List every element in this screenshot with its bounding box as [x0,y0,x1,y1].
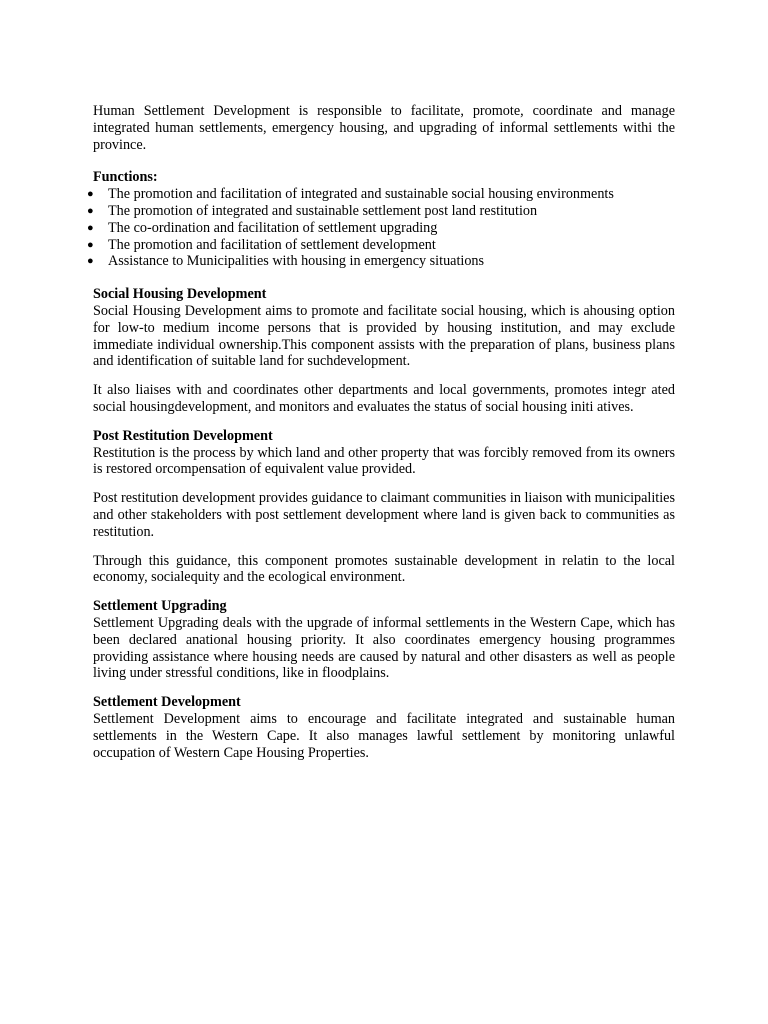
functions-list [87,186,675,270]
intro-paragraph: Human Settlement Development is responsible to facilitate, promote, coordinate and manage integrated human settlements, emergency housing, and upgrading of informal settlements withi the province. [93,103,675,153]
list-item: ● The promotion and facilitation of settlement development [87,236,436,253]
bullet-icon: ● [87,255,94,268]
section-paragraph: It also liaises with and coordinates other departments and local governments, promotes integr ated social housingdevelopment, and monitors and evaluates the status of social housing initi atives. [93,382,675,415]
bullet-icon: ● [87,188,94,201]
list-item: ● Assistance to Municipalities with housing in emergency situations [87,253,485,270]
bullet-icon: ● [87,238,94,251]
bullet-icon: ● [87,221,94,234]
section-heading: Settlement Upgrading [93,598,227,615]
section-heading: Post Restitution Development [93,427,273,444]
list-item: ● The co-ordination and facilitation of settlement upgrading [87,219,438,236]
bullet-icon: ● [87,204,94,217]
document-page [87,103,675,761]
section-paragraph: Post restitution development provides guidance to claimant communities in liaison with municipalities and other stakeholders with post settlement development where land is given back to communities as restitution. [93,490,675,540]
section-paragraph: Restitution is the process by which land and other property that was forcibly removed from its owners is restored orcompensation of equivalent value provided. [93,444,675,478]
section-heading: Settlement Development [93,694,241,711]
list-item: ● The promotion and facilitation of integrated and sustainable social housing environments [87,186,614,203]
functions-section [87,169,675,270]
settlement-upgrading-section [93,598,675,682]
section-paragraph: Settlement Development aims to encourage and facilitate integrated and sustainable human settlements in the Western Cape. It also manages lawful settlement by monitoring unlawful occupation of Western Cape Housing Properties. [93,710,675,761]
section-paragraph: Settlement Upgrading deals with the upgrade of informal settlements in the Western Cape, which has been declared anational housing priority. It also coordinates emergency housing programmes providing assistance where housing needs are caused by natural and other disasters as well as people living under stressful conditions, like in floodplains. [93,614,675,682]
social-housing-section [93,286,675,416]
section-paragraph: Social Housing Development aims to promote and facilitate social housing, which is ahousing option for low-to medium income persons that is provided by housing institution, and may exclude immediate individual ownership.This component assists with the preparation of plans, business plans and identification of suitable land for suchdevelopment. [93,302,675,370]
section-paragraph: Through this guidance, this component promotes sustainable development in relatin to the local economy, socialequity and the ecological environment. [93,552,675,586]
section-heading: Social Housing Development [93,286,267,303]
list-item: ● The promotion of integrated and sustainable settlement post land restitution [87,202,538,219]
settlement-development-section [93,694,675,761]
post-restitution-section [93,428,675,586]
functions-heading: Functions: [93,169,158,186]
